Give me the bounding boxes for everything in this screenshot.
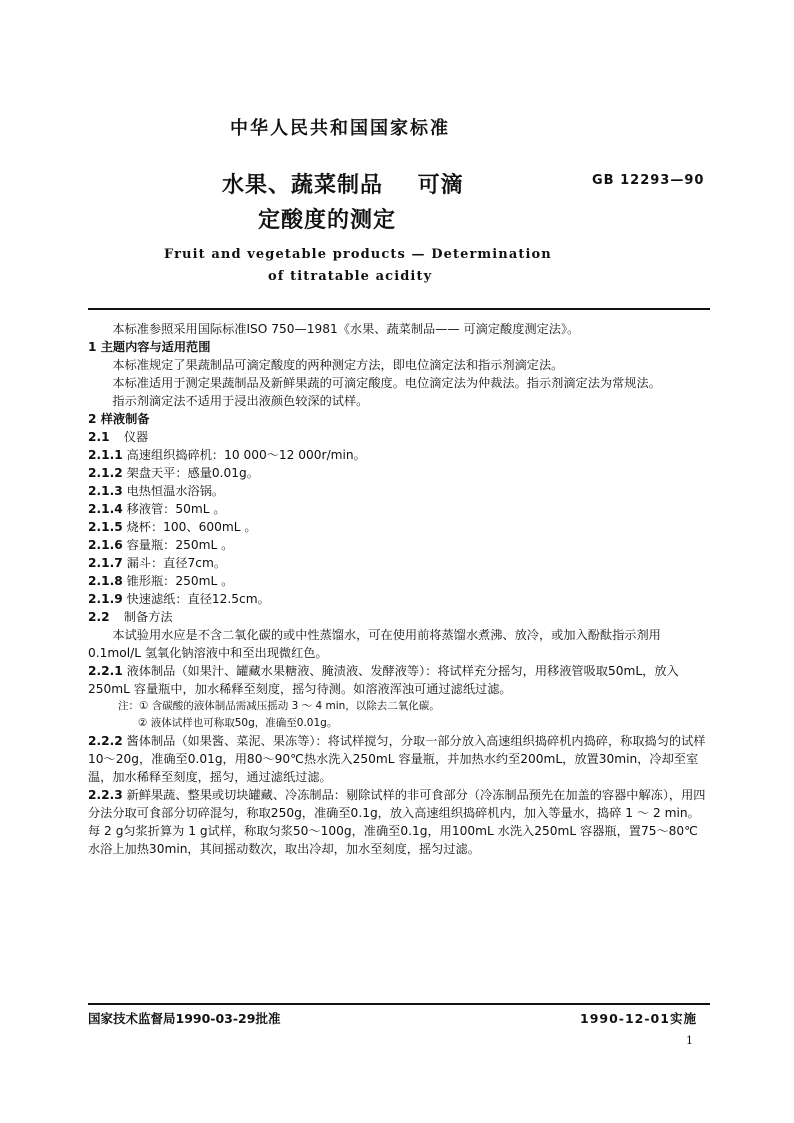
clause-number: 2.1.5: [88, 520, 123, 534]
clause-number: 2.1.2: [88, 466, 123, 480]
instrument-item: [88, 518, 710, 536]
subsection-2-1: [88, 428, 710, 446]
instrument-list: [88, 446, 710, 608]
instrument-item: [88, 554, 710, 572]
instrument-item: [88, 572, 710, 590]
subsection-number: 2.2: [88, 610, 110, 624]
clause-text: 液体制品（如果汁、罐藏水果糖液、腌渍液、发酵液等）：将试样充分摇匀，用移液管吸取50mL，放入250mL 容量瓶中，加水稀释至刻度，摇匀待测。如溶液浑浊可通过滤纸过滤。: [88, 664, 679, 696]
clause-number: 2.2.2: [88, 734, 123, 748]
instrument-item: [88, 482, 710, 500]
instrument-item: [88, 536, 710, 554]
clause-text: 容量瓶：250mL 。: [126, 538, 234, 552]
clause-number: 2.1.7: [88, 556, 123, 570]
approval-info: 国家技术监督局1990-03-29批准: [88, 1011, 281, 1026]
subsection-number: 2.1: [88, 430, 110, 444]
page-number: 1: [686, 1034, 693, 1047]
instrument-item: [88, 500, 710, 518]
clause-number: 2.1.8: [88, 574, 123, 588]
title-en-line1: Fruit and vegetable products — Determination: [164, 247, 552, 262]
implementation-date: 1990-12-01实施: [580, 1011, 697, 1026]
instrument-item: [88, 446, 710, 464]
title-cn-line2: 定酸度的测定: [258, 208, 397, 233]
section-2-heading: 2 样液制备: [88, 412, 150, 426]
preparation-paragraph: 本试验用水应是不含二氧化碳的或中性蒸馏水，可在使用前将蒸馏水煮沸、放冷，或加入酚酞指示剂用0.1mol/L 氢氧化钠溶液中和至出现微红色。: [88, 628, 661, 660]
subsection-2-2-3: [88, 786, 710, 858]
section-1-paragraph-1: 本标准规定了果蔬制品可滴定酸度的两种测定方法，即电位滴定法和指示剂滴定法。: [112, 358, 564, 372]
clause-text: 烧杯：100、600mL 。: [126, 520, 257, 534]
title-cn-line1: 水果、蔬菜制品 可滴: [222, 173, 464, 198]
clause-text: 电热恒温水浴锅。: [126, 484, 225, 498]
clause-text: 酱体制品（如果酱、菜泥、果冻等）：将试样搅匀，分取一部分放入高速组织捣碎机内捣碎，称取捣匀的试样 10～20g，准确至0.01g，用80～90℃热水洗入250mL 容量瓶，并加热水约至200mL，放置30min，冷却至室温，加水稀释至刻度，摇匀，通过滤纸过滤。: [88, 734, 706, 784]
subsection-2-2: [88, 608, 710, 626]
clause-number: 2.1.4: [88, 502, 123, 516]
top-rule: [88, 308, 710, 310]
clause-number: 2.1.9: [88, 592, 123, 606]
intro-paragraph: 本标准参照采用国际标准ISO 750—1981《水果、蔬菜制品—— 可滴定酸度测定法》。: [112, 322, 580, 336]
title-en-line2: of titratable acidity: [268, 269, 433, 284]
section-1-paragraph-2: 本标准适用于测定果蔬制品及新鲜果蔬的可滴定酸度。电位滴定法为仲裁法。指示剂滴定法为常规法。: [112, 376, 661, 390]
section-1-heading: 1 主题内容与适用范围: [88, 340, 211, 354]
section-1-paragraph-3: 指示剂滴定法不适用于浸出液颜色较深的试样。: [112, 394, 369, 408]
clause-number: 2.2.3: [88, 788, 123, 802]
note-2: ② 液体试样也可称取50g，准确至0.01g。: [138, 717, 338, 729]
national-standard-header: 中华人民共和国国家标准: [230, 118, 450, 139]
subsection-2-2-1: [88, 662, 710, 698]
clause-text: 漏斗：直径7cm。: [126, 556, 227, 570]
document-body: [88, 320, 710, 858]
clause-text: 新鲜果蔬、整果或切块罐藏、冷冻制品：剔除试样的非可食部分（冷冻制品预先在加盖的容器中解冻），用四分法分取可食部分切碎混匀，称取250g，准确至0.1g，放入高速组织捣碎机内，加入等量水，捣碎 1 ～ 2 min。每 2 g匀浆折算为 1 g试样，称取匀浆50～100g，准确至0.1g，用100mL 水洗入250mL 容器瓶，置75～80℃水浴上加热30min，其间摇动数次，取出冷却，加水至刻度，摇匀过滤。: [88, 788, 706, 856]
subsection-2-2-2: [88, 732, 710, 786]
clause-text: 高速组织捣碎机：10 000～12 000r/min。: [126, 448, 366, 462]
clause-text: 快速滤纸：直径12.5cm。: [126, 592, 270, 606]
subsection-title: 制备方法: [123, 610, 173, 624]
standard-code: GB 12293—90: [592, 173, 705, 188]
instrument-item: [88, 590, 710, 608]
clause-number: 2.2.1: [88, 664, 123, 678]
clause-number: 2.1.6: [88, 538, 123, 552]
clause-number: 2.1.1: [88, 448, 123, 462]
clause-text: 移液管：50mL 。: [126, 502, 226, 516]
instrument-item: [88, 464, 710, 482]
clause-text: 锥形瓶：250mL 。: [126, 574, 234, 588]
bottom-rule: [88, 1003, 710, 1005]
clause-text: 架盘天平：感量0.01g。: [126, 466, 259, 480]
subsection-title: 仪器: [123, 430, 149, 444]
note-1: 注：① 含碳酸的液体制品需减压摇动 3 ～ 4 min，以除去二氧化碳。: [118, 700, 440, 712]
clause-number: 2.1.3: [88, 484, 123, 498]
